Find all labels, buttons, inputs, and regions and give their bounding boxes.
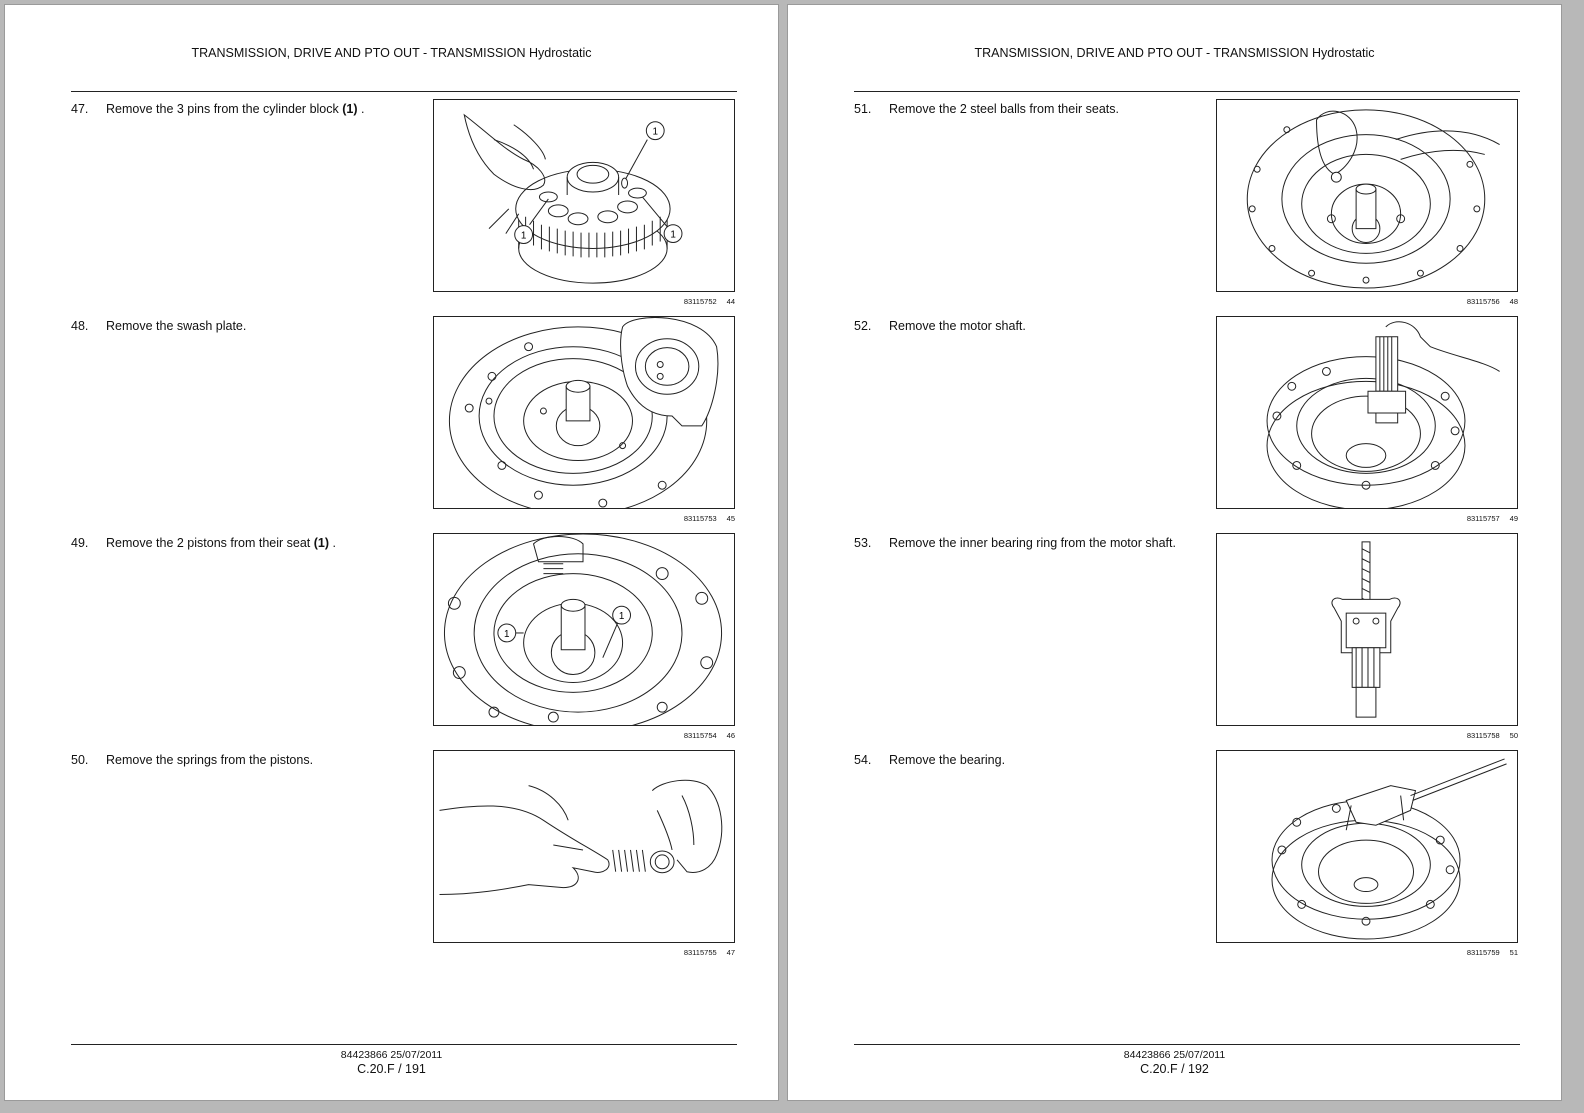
header-rule xyxy=(71,91,737,92)
figure-caption xyxy=(1216,297,1518,306)
figure-id: 83115752 xyxy=(683,297,717,306)
footer-rule xyxy=(71,1044,737,1045)
figure-cylinder-block-pins xyxy=(433,99,735,292)
step-54 xyxy=(854,752,1005,768)
figure-id: 83115758 xyxy=(1466,731,1500,740)
header-rule xyxy=(854,91,1520,92)
step-number: 53. xyxy=(854,536,872,550)
callout-1: 1 xyxy=(670,229,676,241)
callout-1: 1 xyxy=(504,628,510,640)
step-number: 49. xyxy=(71,536,89,550)
footer-page-number: C.20.F / 192 xyxy=(1140,1062,1209,1076)
figure-number: 46 xyxy=(726,731,735,740)
figure-caption xyxy=(1216,948,1518,957)
step-text: Remove the 2 steel balls from their seats. xyxy=(889,102,1119,116)
figure-number: 47 xyxy=(726,948,735,957)
step-ref: (1) xyxy=(313,536,330,550)
figure-id: 83115754 xyxy=(683,731,717,740)
step-number: 48. xyxy=(71,319,89,333)
callout-1: 1 xyxy=(652,126,659,138)
step-47 xyxy=(71,101,364,117)
step-number: 51. xyxy=(854,102,872,116)
step-number: 54. xyxy=(854,753,872,767)
figure-caption xyxy=(433,948,735,957)
figure-motor-shaft xyxy=(1216,316,1518,509)
page-header: TRANSMISSION, DRIVE AND PTO OUT - TRANSMISSION Hydrostatic xyxy=(974,46,1375,60)
step-ref: (1) xyxy=(342,102,358,116)
page-header: TRANSMISSION, DRIVE AND PTO OUT - TRANSMISSION Hydrostatic xyxy=(191,46,592,60)
figure-number: 49 xyxy=(1509,514,1518,523)
step-52 xyxy=(854,318,1026,334)
step-number: 52. xyxy=(854,319,872,333)
step-text: Remove the bearing. xyxy=(889,753,1006,767)
footer-page-number: C.20.F / 191 xyxy=(357,1062,426,1076)
figure-piston-springs xyxy=(433,750,735,943)
step-text: Remove the motor shaft. xyxy=(889,319,1026,333)
callout-1: 1 xyxy=(520,230,527,242)
step-text-end: . xyxy=(329,536,336,550)
figure-id: 83115757 xyxy=(1466,514,1500,523)
figure-caption xyxy=(433,514,735,523)
figure-id: 83115756 xyxy=(1466,297,1500,306)
figure-number: 45 xyxy=(726,514,735,523)
figure-id: 83115753 xyxy=(683,514,717,523)
figure-inner-bearing-ring xyxy=(1216,533,1518,726)
step-49 xyxy=(71,535,336,551)
figure-id: 83115759 xyxy=(1466,948,1500,957)
step-text-end: . xyxy=(357,102,365,116)
step-text: Remove the springs from the pistons. xyxy=(106,753,314,767)
step-50 xyxy=(71,752,313,768)
manual-page-left xyxy=(4,4,779,1101)
figure-caption xyxy=(1216,731,1518,740)
figure-caption xyxy=(433,731,735,740)
figure-swash-plate xyxy=(433,316,735,509)
step-text: Remove the inner bearing ring from the motor shaft. xyxy=(889,536,1176,550)
callout-1: 1 xyxy=(618,611,625,623)
step-text: Remove the 3 pins from the cylinder block xyxy=(106,102,343,116)
figure-caption xyxy=(1216,514,1518,523)
figure-number: 50 xyxy=(1509,731,1518,740)
step-number: 47. xyxy=(71,102,89,116)
footer-document-code: 84423866 25/07/2011 xyxy=(340,1049,443,1061)
figure-number: 51 xyxy=(1509,948,1518,957)
figure-id: 83115755 xyxy=(683,948,717,957)
figure-bearing-removal xyxy=(1216,750,1518,943)
step-53 xyxy=(854,535,1176,551)
footer-rule xyxy=(854,1044,1520,1045)
figure-steel-balls xyxy=(1216,99,1518,292)
manual-page-right xyxy=(787,4,1562,1101)
figure-number: 48 xyxy=(1509,297,1518,306)
step-51 xyxy=(854,101,1119,117)
figure-pistons-seat xyxy=(433,533,735,726)
step-text: Remove the 2 pistons from their seat xyxy=(106,536,314,550)
step-48 xyxy=(71,318,246,334)
step-text: Remove the swash plate. xyxy=(106,319,247,333)
figure-number: 44 xyxy=(726,297,735,306)
figure-caption xyxy=(433,297,735,306)
footer-document-code: 84423866 25/07/2011 xyxy=(1123,1049,1226,1061)
step-number: 50. xyxy=(71,753,89,767)
